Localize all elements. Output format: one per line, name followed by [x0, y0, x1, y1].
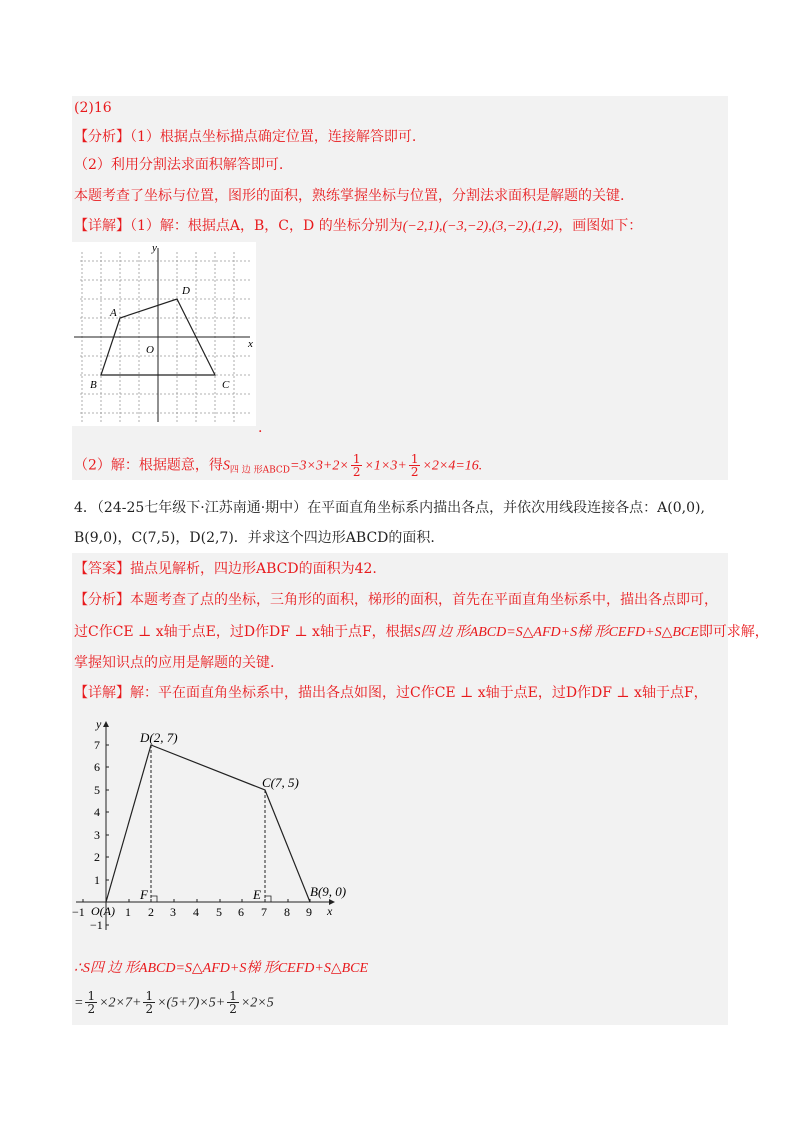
q4-detail-line-1: [74, 683, 708, 703]
analysis-text: （1）根据点坐标描点确定位置，连接解答即可.: [130, 129, 417, 145]
q4-point-e: E: [253, 887, 261, 902]
question-source: （24-25七年级下·江苏南通·期中）: [96, 500, 308, 516]
q4-y-tick-labels: [90, 738, 103, 932]
answer-tag: 【答案】: [74, 561, 130, 577]
q3-answer-2: (2)16: [74, 100, 112, 116]
svg-text:6: 6: [94, 760, 100, 774]
detail-text: （1）解：根据点A，B，C，D 的坐标分别为: [130, 218, 403, 234]
analysis-text: 本题考查了点的坐标，三角形的面积，梯形的面积，首先在平面直角坐标系中，描出各点即可，: [130, 592, 718, 608]
detail-tag: 【详解】: [74, 685, 130, 701]
q3-summary: 本题考查了坐标与位置，图形的面积，熟练掌握坐标与位置，分割法求面积是解题的关键.: [74, 188, 625, 204]
q4-point-b: B(9, 0): [310, 884, 347, 899]
svg-text:6: 6: [238, 905, 244, 919]
q3-point-b: B: [90, 379, 97, 391]
q4-analysis-line-3: 掌握知识点的应用是解题的关键.: [74, 655, 275, 671]
q4-point-c: C(7, 5): [262, 775, 299, 790]
calc-c: ×(5+7)×5+: [157, 995, 226, 1011]
fraction-half: $\frac{1}{2}$: [229, 989, 237, 1016]
svg-text:4: 4: [193, 905, 199, 919]
svg-text:7: 7: [261, 905, 267, 919]
q3-x-label: x: [248, 338, 253, 350]
analysis-tag: 【分析】: [74, 592, 130, 608]
calc-d: ×2×5: [240, 995, 274, 1011]
q4-stem-line-2: B(9,0)，C(7,5)，D(2,7)．并求这个四边形ABCD的面积.: [74, 530, 435, 546]
question-text: 在平面直角坐标系内描出各点，并依次用线段连接各点：A(0,0),: [307, 500, 705, 516]
svg-text:8: 8: [284, 905, 290, 919]
fraction-half: $\frac{1}{2}$: [145, 989, 154, 1016]
q3-detail-line-2: [74, 453, 482, 481]
coordinates-text: (−2,1),(−3,−2),(3,−2),(1,2): [402, 219, 559, 234]
analysis-tag: 【分析】: [74, 129, 130, 145]
calc-b: ×2×7+: [99, 995, 142, 1011]
svg-text:3: 3: [170, 905, 176, 919]
q4-answer: [74, 559, 377, 579]
calc-a: =: [74, 995, 84, 1011]
svg-text:5: 5: [94, 783, 100, 797]
question-number: 4．: [74, 500, 97, 516]
q3-analysis-line-2: （2）利用分割法求面积解答即可.: [74, 157, 284, 173]
q3-graph-svg: [72, 242, 256, 426]
svg-text:1: 1: [125, 905, 131, 919]
q4-stem-line-1: [74, 498, 705, 518]
q4-right-angle-f: [151, 896, 157, 902]
q4-analysis-line-2: [74, 622, 769, 643]
q3-detail-line-1: [74, 216, 642, 237]
answer-text: 描点见解析，四边形ABCD的面积为42.: [130, 561, 377, 577]
expr-c: ×2×4=16.: [422, 458, 483, 474]
svg-text:2: 2: [148, 905, 154, 919]
q4-quadrilateral: [106, 745, 310, 902]
q3-point-a: A: [110, 307, 117, 319]
q3-graph: [72, 242, 256, 426]
expr-a: =3×3+2×: [290, 458, 349, 474]
q3-graph-period: .: [258, 420, 263, 436]
q4-right-angle-e: [265, 896, 271, 902]
svg-text:9: 9: [306, 905, 312, 919]
fraction-half: $\frac{1}{2}$: [410, 452, 419, 479]
svg-text:7: 7: [94, 738, 100, 752]
detail-text: 解：平在面直角坐标系中，描出各点如图，过C作CE ⊥ x轴于点E，过D作DF ⊥ x轴于点F，: [130, 685, 708, 701]
q4-graph: [72, 712, 362, 942]
area-symbol: S: [222, 458, 230, 474]
svg-text:2: 2: [94, 850, 100, 864]
svg-text:4: 4: [94, 805, 100, 819]
analysis-text: 过C作CE ⊥ x轴于点E，过D作DF ⊥ x轴于点F，根据: [74, 624, 414, 640]
detail-text-end: ，画图如下：: [558, 218, 643, 234]
q4-point-d: D(2, 7): [140, 730, 178, 745]
area-formula: ∴S四 边 形ABCD=S△AFD+S梯 形CEFD+S△BCE: [74, 961, 369, 976]
q3-point-d: D: [182, 285, 190, 297]
q4-analysis-line-1: [74, 590, 718, 610]
svg-text:1: 1: [94, 873, 100, 887]
q4-calc-line: [74, 990, 274, 1015]
q3-point-c: C: [222, 379, 230, 391]
q4-point-f: F: [140, 887, 148, 902]
q4-therefore-line: [74, 958, 368, 979]
q4-x-label: x: [327, 904, 333, 918]
analysis-text-end: 即可求解，: [698, 624, 769, 640]
q4-origin-a: O(A): [91, 904, 115, 918]
detail-tag: 【详解】: [74, 218, 130, 234]
detail-text: （2）解：根据题意，得: [74, 457, 223, 474]
area-formula: S四 边 形ABCD=S△AFD+S梯 形CEFD+S△BCE: [413, 625, 699, 640]
q4-y-label: y: [96, 717, 102, 731]
fraction-half: $\frac{1}{2}$: [87, 989, 96, 1016]
svg-text:−1: −1: [72, 905, 85, 919]
q3-analysis-line-1: [74, 127, 416, 147]
expr-b: ×1×3+: [364, 458, 407, 474]
q3-y-label: y: [152, 242, 157, 254]
svg-text:3: 3: [94, 828, 100, 842]
q3-origin: O: [146, 344, 154, 356]
fraction-half: $\frac{1}{2}$: [352, 452, 361, 479]
svg-text:−1: −1: [90, 918, 103, 932]
area-subscript: 四 边 形ABCD: [229, 465, 291, 476]
q4-graph-svg: [72, 712, 362, 942]
svg-text:5: 5: [216, 905, 222, 919]
